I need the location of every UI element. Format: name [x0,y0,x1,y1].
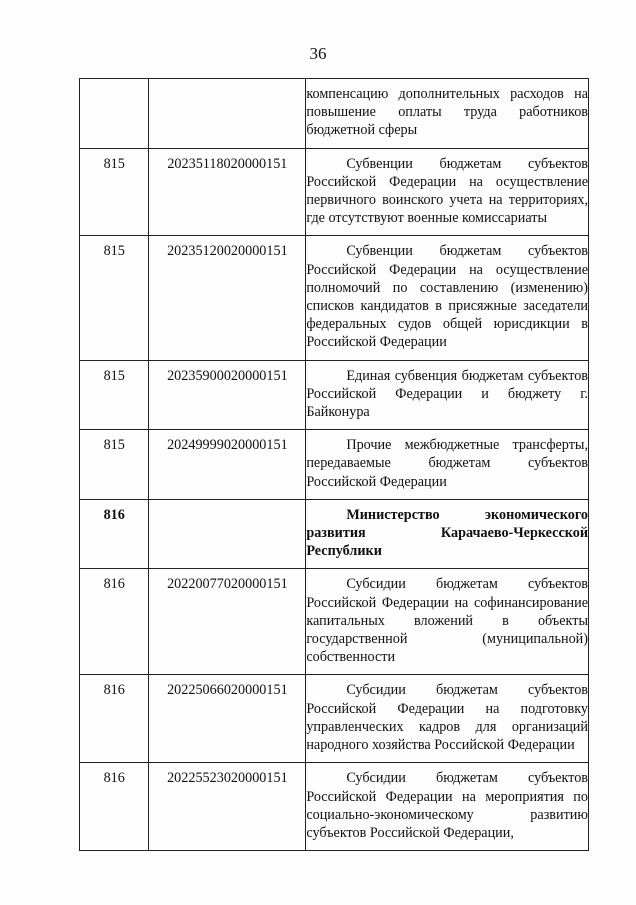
table-row [80,499,589,569]
admin-code-cell: 815 [80,236,149,360]
description-cell [306,430,589,500]
description-cell [306,763,589,851]
revenue-code-cell [149,79,306,149]
description-text: Субвенции бюджетам субъектов Российской Федерации на осуществление первичного воинского учета на территориях, где отсутствуют военные комиссариаты [306,155,588,227]
description-text: Субсидии бюджетам субъектов Российской Федерации на софинансирование капитальных вложений в объекты государственной (муниципальной) собственности [306,576,588,666]
description-text: Прочие межбюджетные трансферты, передаваемые бюджетам субъектов Российской Федерации [306,437,588,490]
description-text: Субсидии бюджетам субъектов Российской Федерации на мероприятия по социально-экономическому развитию субъектов Российской Федерации, [306,770,588,841]
revenue-code-cell: 20249999020000151 [149,430,306,500]
table-row [80,430,589,500]
description-cell [306,148,589,236]
description-cell [306,360,589,430]
description-text: Министерство экономического развития Карачаево-Черкесской Республики [306,506,588,560]
revenue-code-cell [149,499,306,569]
description-text: Субсидии бюджетам субъектов Российской Федерации на подготовку управленческих кадров для организаций народного хозяйства Российской Федерации [306,682,588,754]
table-row [80,79,589,149]
admin-code-cell: 816 [80,675,149,763]
description-cell [306,499,589,569]
admin-code-cell: 816 [80,499,149,569]
table-row [80,236,589,360]
table-row [80,763,589,851]
admin-code-cell: 815 [80,430,149,500]
description-cell [306,569,589,675]
revenue-code-cell: 20235900020000151 [149,360,306,430]
description-cell [306,79,589,149]
description-text: Единая субвенция бюджетам субъектов Российской Федерации и бюджету г. Байконура [306,367,588,421]
table-row [80,569,589,675]
table-row [80,148,589,236]
description-text: компенсацию дополнительных расходов на повышение оплаты труда работников бюджетной сферы [306,86,588,139]
revenue-code-cell: 20235120020000151 [149,236,306,360]
admin-code-cell: 815 [80,148,149,236]
admin-code-cell: 815 [80,360,149,430]
revenue-code-cell: 20225523020000151 [149,763,306,851]
table-row [80,675,589,763]
description-text: Субвенции бюджетам субъектов Российской Федерации на осуществление полномочий по составлению (изменению) списков кандидатов в присяжные заседатели федеральных судов общей юрисдикции в Российской Федерации [306,243,588,351]
description-cell [306,675,589,763]
table-row [80,360,589,430]
admin-code-cell: 816 [80,763,149,851]
revenue-code-cell: 20225066020000151 [149,675,306,763]
revenue-code-cell: 20235118020000151 [149,148,306,236]
description-cell [306,236,589,360]
revenue-code-cell: 20220077020000151 [149,569,306,675]
page-number: 36 [309,44,327,63]
admin-code-cell [80,79,149,149]
budget-classification-table [79,78,589,851]
admin-code-cell: 816 [80,569,149,675]
table-body [80,79,589,851]
